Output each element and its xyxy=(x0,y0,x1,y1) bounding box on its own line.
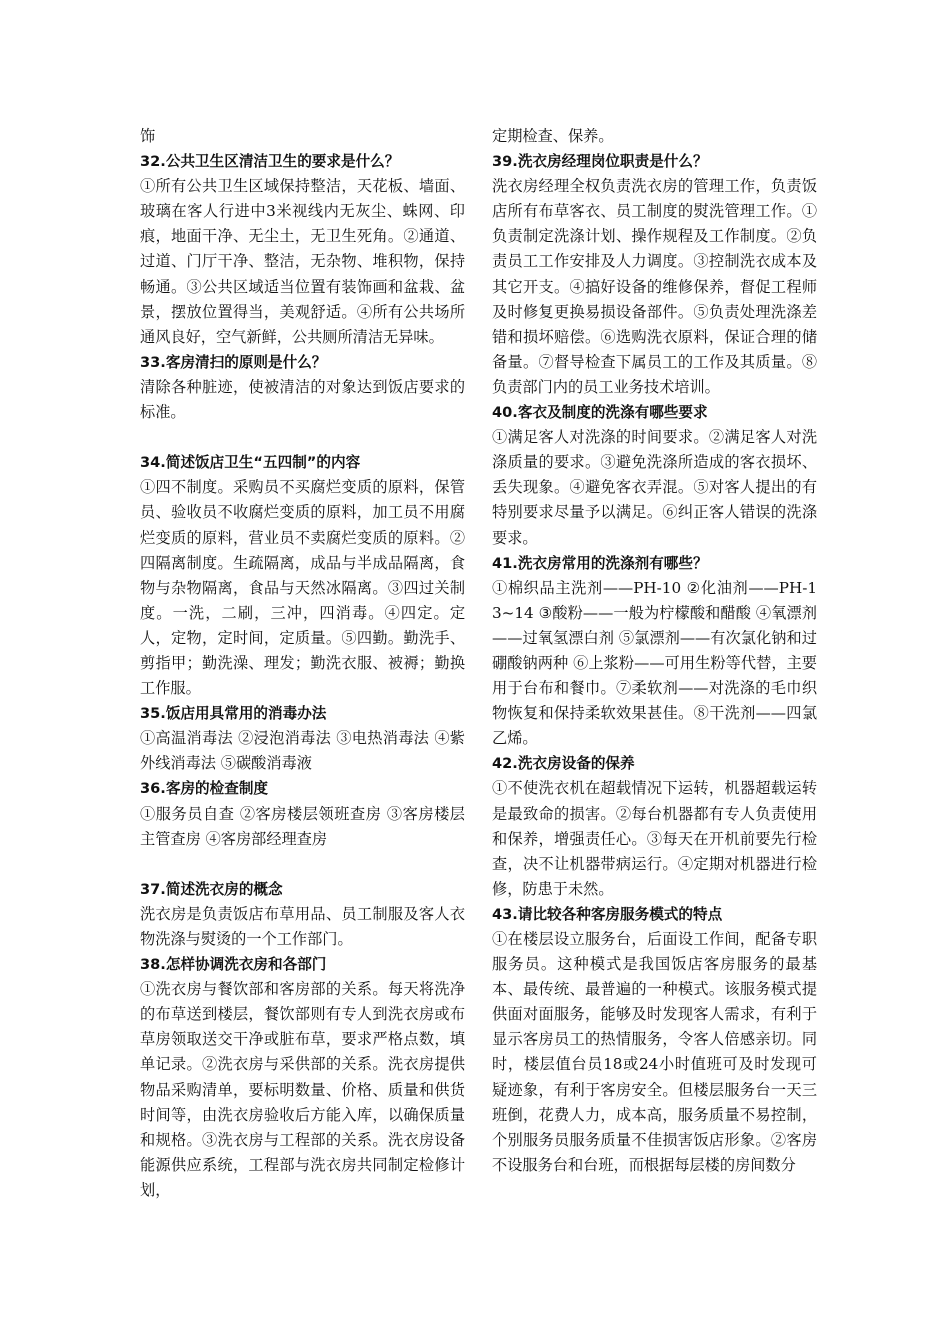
blank-line xyxy=(140,852,465,877)
question-41-answer: ①棉织品主洗剂——PH-10 ②化油剂——PH-13~14 ③酸粉——一般为柠檬酸和醋酸 ④氧漂剂——过氧氢漂白剂 ⑤氯漂剂——有次氯化钠和过硼酸钠两种 ⑥上浆粉——可用生粉等代替，主要用于台布和餐巾。⑦柔软剂——对洗涤的毛巾织物恢复和保持柔软效果甚佳。⑧干洗剂——四氯乙烯。 xyxy=(492,578,817,748)
question-33-answer: 清除各种脏迹，使被清洁的对象达到饭店要求的标准。 xyxy=(140,377,465,422)
question-36-heading: 36.客房的检查制度 xyxy=(140,780,269,798)
question-37-answer: 洗衣房是负责饭店布草用品、员工制服及客人衣物洗涤与熨烫的一个工作部门。 xyxy=(140,904,465,948)
question-37-heading: 37.简述洗衣房的概念 xyxy=(140,880,283,898)
blank-line xyxy=(140,425,465,450)
question-35-answer: ①高温消毒法 ②浸泡消毒法 ③电热消毒法 ④紫外线消毒法 ⑤碳酸消毒液 xyxy=(140,729,465,773)
question-43-answer: ①在楼层设立服务台，后面设工作间，配备专职服务员。这种模式是我国饭店客房服务的最基本、最传统、最普遍的一种模式。该服务模式提供面对面服务，能够及时发现客人需求，有利于显示客房员工的热情服务，令客人倍感亲切。同时，楼层值台员18或24小时值班可及时发现可疑迹象，有利于客房安全。但楼层服务台一天三班倒，花费人力，成本高，服务质量不易控制，个别服务员服务质量不佳损害饭店形象。②客房不设服务台和台班，而根据每层楼的房间数分 xyxy=(492,930,817,1174)
question-39-heading: 39.洗衣房经理岗位职责是什么？ xyxy=(492,153,708,171)
carryover-text: 定期检查、保养。 xyxy=(492,127,614,145)
question-43-heading: 43.请比较各种客房服务模式的特点 xyxy=(492,905,723,923)
question-33-heading: 33.客房清扫的原则是什么？ xyxy=(140,353,327,371)
question-34-answer: ①四不制度。采购员不买腐烂变质的原料，保管员、验收员不收腐烂变质的原料，加工员不用腐烂变质的原料，营业员不卖腐烂变质的原料。②四隔离制度。生疏隔离，成品与半成品隔离，食物与杂物隔离，食品与天然冰隔离。③四过关制度。一洗，二刷，三冲，四消毒。④四定。定人，定物，定时间，定质量。⑤四勤。勤洗手、剪指甲；勤洗澡、理发；勤洗衣服、被褥；勤换工作服。 xyxy=(140,478,465,698)
question-32-answer: ①所有公共卫生区域保持整洁，天花板、墙面、玻璃在客人行进中3米视线内无灰尘、蛛网、印痕，地面干净、无尘土，无卫生死角。②通道、过道、门厅干净、整洁，无杂物、堆积物，保持畅通。③公共区域适当位置有装饰画和盆栽、盆景，摆放位置得当，美观舒适。④所有公共场所通风良好，空气新鲜，公共厕所清洁无异味。 xyxy=(140,177,465,346)
question-36-answer: ①服务员自查 ②客房楼层领班查房 ③客房楼层主管查房 ④客房部经理查房 xyxy=(140,804,465,848)
question-42-answer: ①不使洗衣机在超载情况下运转，机器超载运转是最致命的损害。②每台机器都有专人负责使用和保养，增强责任心。③每天在开机前要先行检查，决不让机器带病运行。④定期对机器进行检修，防患于未然。 xyxy=(492,779,817,898)
question-38-heading: 38.怎样协调洗衣房和各部门 xyxy=(140,956,327,974)
question-42-heading: 42.洗衣房设备的保养 xyxy=(492,755,635,773)
right-column xyxy=(492,124,817,1178)
left-column xyxy=(140,124,465,1203)
question-38-answer: ①洗衣房与餐饮部和客房部的关系。每天将洗净的布草送到楼层，餐饮部则有专人到洗衣房或布草房领取送交干净或脏布草，要求严格点数，填单记录。②洗衣房与采供部的关系。洗衣房提供物品采购清单，要标明数量、价格、质量和供货时间等，由洗衣房验收后方能入库，以确保质量和规格。③洗衣房与工程部的关系。洗衣房设备能源供应系统，工程部与洗衣房共同制定检修计划， xyxy=(140,980,465,1199)
question-32-heading: 32.公共卫生区清洁卫生的要求是什么？ xyxy=(140,153,400,171)
question-40-answer: ①满足客人对洗涤的时间要求。②满足客人对洗涤质量的要求。③避免洗涤所造成的客衣损坏、丢失现象。④避免客衣弄混。⑤对客人提出的有特别要求尽量予以满足。⑥纠正客人错误的洗涤要求。 xyxy=(492,428,817,547)
question-34-heading: 34.简述饭店卫生“五四制”的内容 xyxy=(140,454,361,472)
question-41-heading: 41.洗衣房常用的洗涤剂有哪些？ xyxy=(492,554,708,572)
carryover-text: 饰 xyxy=(140,127,156,145)
question-39-answer: 洗衣房经理全权负责洗衣房的管理工作，负责饭店所有布草客衣、员工制度的熨洗管理工作。①负责制定洗涤计划、操作规程及工作制度。②负责员工工作安排及人力调度。③控制洗衣成本及其它开支。④搞好设备的维修保养，督促工程师及时修复更换易损设备部件。⑤负责处理洗涤差错和损坏赔偿。⑥选购洗衣原料，保证合理的储备量。⑦督导检查下属员工的工作及其质量。⑧负责部门内的员工业务技术培训。 xyxy=(492,177,817,396)
question-35-heading: 35.饭店用具常用的消毒办法 xyxy=(140,705,327,723)
question-40-heading: 40.客衣及制度的洗涤有哪些要求 xyxy=(492,404,708,422)
